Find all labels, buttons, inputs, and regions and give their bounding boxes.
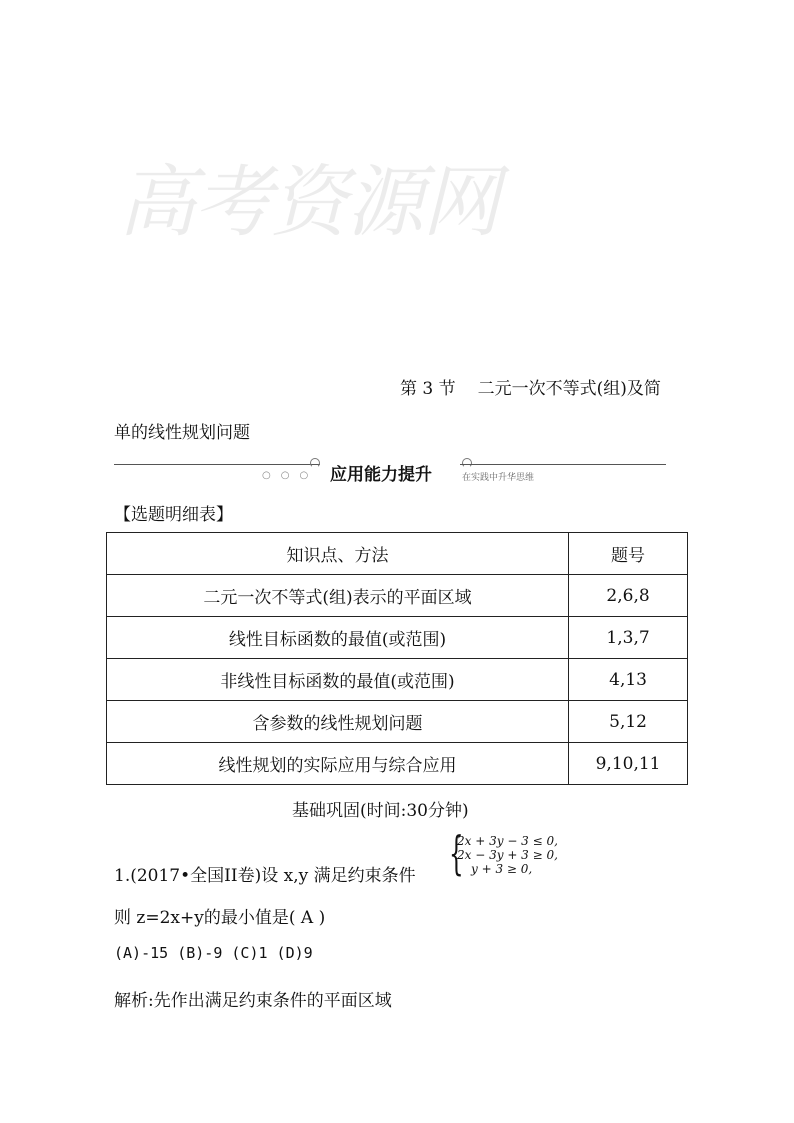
table-row: [107, 701, 688, 743]
table-title: 【选题明细表】: [114, 505, 233, 525]
question-1-analysis: 解析:先作出满足约束条件的平面区域: [114, 991, 392, 1011]
table-row: [107, 617, 688, 659]
topic-detail-table: [106, 532, 688, 785]
banner-rule-left: [114, 464, 320, 465]
section-topic-part1: 二元一次不等式(组)及简: [477, 379, 661, 399]
table-row: [107, 743, 688, 785]
table-header-row: [107, 533, 688, 575]
brace-glyph: {: [449, 826, 464, 880]
table-cell-numbers: 4,13: [569, 659, 688, 701]
question-1-stem: 1.(2017•全国II卷)设 x,y 满足约束条件: [114, 866, 416, 886]
table-row: [107, 575, 688, 617]
basic-section-title: 基础巩固(时间:30分钟): [292, 801, 469, 821]
constraint-system: [449, 826, 569, 880]
table-cell-numbers: 9,10,11: [569, 743, 688, 785]
constraint-1: 2x + 3y − 3 ≤ 0,: [457, 834, 558, 848]
header-topic: 知识点、方法: [107, 533, 569, 575]
banner-dots: ○○○: [262, 470, 319, 481]
constraint-3: y + 3 ≥ 0,: [471, 862, 533, 876]
section-topic-part2: 单的线性规划问题: [114, 423, 250, 443]
table-cell-topic: 线性规划的实际应用与综合应用: [107, 743, 569, 785]
table-cell-numbers: 1,3,7: [569, 617, 688, 659]
banner-title: 应用能力提升: [330, 465, 432, 485]
section-title: [400, 374, 661, 399]
watermark-logo: 高考资源网: [118, 158, 499, 248]
banner-subtitle: 在实践中升华思维: [462, 473, 535, 483]
table-row: [107, 659, 688, 701]
section-number: 第 3 节: [400, 379, 456, 399]
banner-hook-right: [462, 458, 472, 468]
header-question-number: 题号: [569, 533, 688, 575]
table-cell-topic: 含参数的线性规划问题: [107, 701, 569, 743]
constraint-2: 2x − 3y + 3 ≥ 0,: [457, 848, 558, 862]
question-1-ask: 则 z=2x+y的最小值是( A ): [114, 908, 326, 928]
banner-hook-left: [310, 458, 320, 468]
table-cell-topic: 非线性目标函数的最值(或范围): [107, 659, 569, 701]
banner-rule-right: [460, 464, 666, 465]
table-cell-topic: 二元一次不等式(组)表示的平面区域: [107, 575, 569, 617]
table-cell-topic: 线性目标函数的最值(或范围): [107, 617, 569, 659]
table-cell-numbers: 5,12: [569, 701, 688, 743]
ability-banner: [114, 452, 666, 488]
question-1-options: (A)-15 (B)-9 (C)1 (D)9: [114, 944, 313, 962]
table-cell-numbers: 2,6,8: [569, 575, 688, 617]
